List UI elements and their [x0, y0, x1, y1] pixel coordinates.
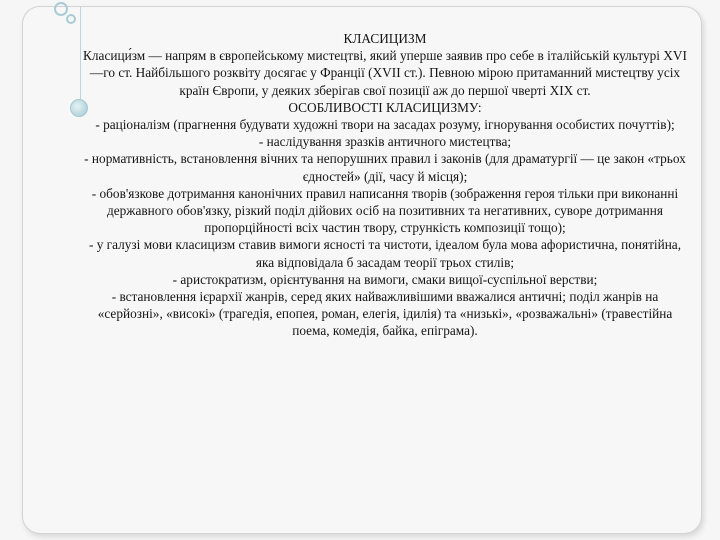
features-heading: ОСОБЛИВОСТІ КЛАСИЦИЗМУ:	[288, 99, 482, 115]
feature-item: - аристократизм, орієнтування на вимоги, смаки вищої-суспільної верстви;	[172, 271, 598, 287]
feature-item: - встановлення ієрархії жанрів, серед яких найважливішими вважалися античні; поділ жанрів на «серйозні», «високі» (трагедія, епопея, роман, елегія, ідилія) та «низькі», «розважальні» (травестійна поема, комедія, байка, епіграма).	[97, 289, 673, 339]
slide-content	[80, 30, 690, 340]
feature-item: - нормативність, встановлення вічних та непорушних правил і законів (для драматургії — це закон «трьох єдностей» (дії, часу й місця);	[84, 151, 686, 184]
feature-item: - наслідування зразків античного мистецтва;	[258, 134, 512, 150]
feature-item: - у галузі мови класицизм ставив вимоги ясності та чистоти, ідеалом була мова афористична, понятійна, яка відповідала б засадам теорії трьох стилів;	[88, 237, 682, 270]
definition-paragraph: Класици́зм — напрям в європейському мистецтві, який уперше заявив про себе в італійській культурі XVI—го ст. Найбільшого розквіту досягає у Франції (XVII ст.). Певною мірою притаманний мистецтву усіх країн Європи, у деяких зберігав свої позиції аж до першої чверті XIX ст.	[83, 48, 687, 98]
slide-title: КЛАСИЦИЗМ	[343, 31, 427, 46]
decorative-ring-icon	[54, 2, 68, 16]
feature-item: - обов'язкове дотримання канонічних правил написання творів (зображення героя тільки при виконанні державного обов'язку, різкий поділ дійових осіб на позитивних та негативних, суворе дотримання пропорційності всіх частин твору, стрункість композиції тощо);	[91, 185, 679, 236]
feature-item: - раціоналізм (прагнення будувати художні твори на засадах розуму, ігнорування особистих почуттів);	[95, 117, 675, 133]
decorative-ring-icon	[66, 14, 76, 24]
